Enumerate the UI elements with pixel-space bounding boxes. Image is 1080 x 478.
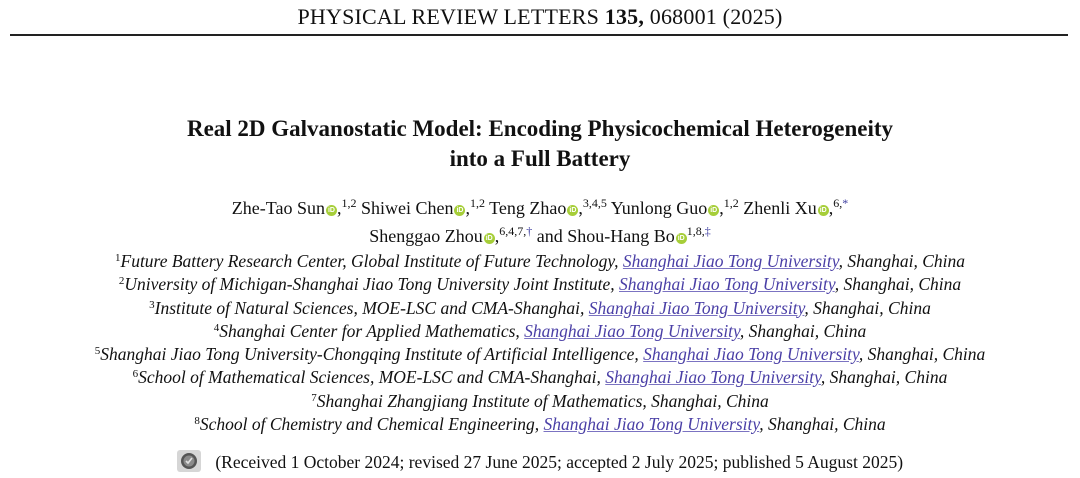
affil-location: , Shanghai, China <box>804 297 931 318</box>
crossmark-glyph <box>180 452 198 470</box>
author-line-1 <box>0 194 1080 222</box>
orcid-icon[interactable]: iD <box>569 207 577 214</box>
orcid-icon[interactable]: iD <box>485 235 493 242</box>
affil-superscript: 3,4,5 <box>582 196 607 210</box>
author-name[interactable]: Zhenli Xu <box>743 198 817 218</box>
journal-volume: 135, <box>604 4 645 29</box>
affil-text: School of Mathematical Sciences, MOE-LSC and CMA-Shanghai, <box>138 367 606 388</box>
affil-text: Shanghai Center for Applied Mathematics, <box>219 320 525 341</box>
orcid-icon[interactable]: iD <box>327 207 335 214</box>
author-name[interactable]: Shenggao Zhou <box>369 226 483 246</box>
institution-link[interactable]: Shanghai Jiao Tong University <box>622 251 839 271</box>
affil-location: , Shanghai, China <box>834 274 962 295</box>
institution-link[interactable]: Shanghai Jiao Tong University <box>543 414 760 435</box>
affil-number: 4 <box>213 321 220 334</box>
orcid-icon[interactable]: iD <box>819 207 827 214</box>
separator: , <box>336 198 342 218</box>
institution-link[interactable]: Shanghai Jiao Tong University <box>524 320 740 341</box>
institution-link[interactable]: Shanghai Jiao Tong University <box>619 274 835 295</box>
institution-link[interactable]: Shanghai Jiao Tong University <box>605 367 821 388</box>
author-name[interactable]: Yunlong Guo <box>610 198 708 218</box>
title-line-1: Real 2D Galvanostatic Model: Encoding Physicochemical Heterogeneity <box>186 116 894 141</box>
affil-numbers: 1,8, <box>686 224 705 238</box>
affil-superscript: 1,2 <box>469 196 485 210</box>
journal-header <box>0 4 1080 30</box>
author-list <box>0 194 1080 250</box>
affil-number: 6 <box>132 368 139 381</box>
affil-number: 8 <box>194 415 200 428</box>
orcid-icon[interactable]: iD <box>456 207 464 214</box>
affil-superscript <box>833 196 848 210</box>
separator: , <box>494 226 500 246</box>
footnote-mark[interactable]: ‡ <box>704 224 711 238</box>
author[interactable] <box>611 198 739 218</box>
header-rule <box>10 34 1068 36</box>
author[interactable] <box>361 198 485 218</box>
affil-location: , Shanghai, China <box>858 344 986 365</box>
affil-number: 7 <box>311 391 317 404</box>
author-name[interactable]: Zhe-Tao Sun <box>231 198 325 218</box>
affil-number: 2 <box>118 275 125 288</box>
affil-text: Shanghai Jiao Tong University-Chongqing Institute of Artificial Intelligence, <box>100 344 644 365</box>
affil-location: , Shanghai, China <box>739 320 867 341</box>
affiliation-list <box>0 250 1080 436</box>
author[interactable] <box>489 198 607 218</box>
affil-text: University of Michigan-Shanghai Jiao Tong University Joint Institute, <box>124 274 620 295</box>
title-line-2: into a Full Battery <box>449 146 631 171</box>
orcid-icon[interactable]: iD <box>710 207 718 214</box>
separator: , <box>578 198 583 218</box>
affiliation <box>0 343 1080 366</box>
footnote-mark[interactable]: * <box>842 196 849 210</box>
author[interactable] <box>743 198 848 218</box>
separator: , <box>828 198 834 218</box>
institution-link[interactable]: Shanghai Jiao Tong University <box>643 344 859 365</box>
journal-name: PHYSICAL REVIEW LETTERS <box>297 4 600 29</box>
affiliation <box>0 297 1080 320</box>
and-word: and <box>536 226 563 246</box>
affil-text: Shanghai Zhangjiang Institute of Mathematics, Shanghai, China <box>316 390 769 411</box>
footnote-mark[interactable]: † <box>526 224 533 238</box>
affil-superscript: 1,2 <box>341 196 357 210</box>
separator: , <box>719 198 724 218</box>
affil-numbers: 6, <box>833 196 843 210</box>
article-number: 068001 (2025) <box>649 4 783 29</box>
received-dates <box>0 450 1080 473</box>
affiliation <box>0 390 1080 413</box>
crossmark-icon[interactable] <box>177 450 201 472</box>
author[interactable] <box>567 226 711 246</box>
affil-superscript <box>687 224 711 238</box>
institution-link[interactable]: Shanghai Jiao Tong University <box>588 297 805 318</box>
affil-number: 1 <box>115 252 121 264</box>
author-name[interactable]: Teng Zhao <box>489 198 567 218</box>
affil-text: Future Battery Research Center, Global Institute of Future Technology, <box>120 251 623 271</box>
affil-number: 5 <box>94 345 101 358</box>
author[interactable] <box>232 198 357 218</box>
affil-location: , Shanghai, China <box>820 367 948 388</box>
affil-number: 3 <box>149 298 155 311</box>
affil-numbers: 6,4,7, <box>499 224 527 238</box>
affiliation <box>0 366 1080 389</box>
affil-superscript <box>499 224 532 238</box>
affil-location: , Shanghai, China <box>838 251 965 271</box>
affil-text: School of Chemistry and Chemical Engineering, <box>199 414 544 435</box>
author-line-2 <box>0 222 1080 250</box>
orcid-icon[interactable]: iD <box>677 235 685 242</box>
received-text: (Received 1 October 2024; revised 27 June 2025; accepted 2 July 2025; published 5 August 2025) <box>215 452 904 472</box>
affiliation <box>0 413 1080 436</box>
author-name[interactable]: Shou-Hang Bo <box>567 226 675 246</box>
affil-location: , Shanghai, China <box>759 414 886 435</box>
affiliation <box>0 320 1080 343</box>
affil-text: Institute of Natural Sciences, MOE-LSC and CMA-Shanghai, <box>154 297 589 318</box>
author[interactable] <box>369 226 532 246</box>
author-name[interactable]: Shiwei Chen <box>360 198 454 218</box>
affil-superscript: 1,2 <box>723 196 739 210</box>
paper-title <box>0 114 1080 174</box>
affiliation <box>0 250 1080 273</box>
separator: , <box>465 198 470 218</box>
affiliation <box>0 273 1080 296</box>
